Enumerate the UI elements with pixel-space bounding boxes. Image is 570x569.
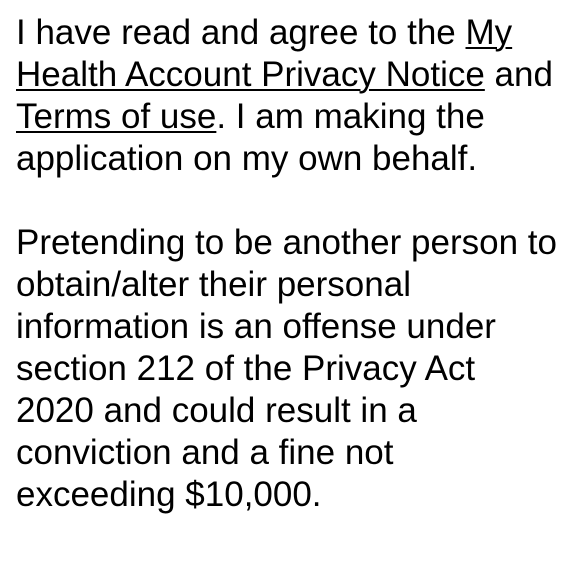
consent-paragraph: [16, 12, 561, 180]
privacy-notice-link[interactable]: My Health Account Privacy Notice: [16, 13, 513, 94]
consent-text-and: and: [484, 55, 553, 94]
terms-of-use-link[interactable]: Terms of use: [16, 97, 217, 136]
consent-text-intro: I have read and agree to the: [16, 13, 466, 52]
consent-declaration: [16, 12, 561, 516]
consent-text-behalf: . I am making the application on my own behalf.: [16, 97, 485, 178]
impersonation-warning: Pretending to be another person to obtain/alter their personal information is an offense under section 212 of the Privacy Act 2020 and could result in a conviction and a fine not exceeding $10,000.: [16, 223, 557, 514]
